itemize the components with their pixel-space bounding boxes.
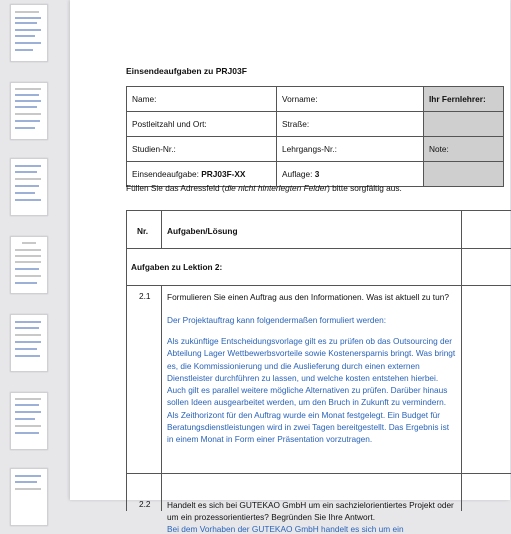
studien-nr-field[interactable]: Studien-Nr.: xyxy=(127,137,277,162)
page-thumbnail-4[interactable] xyxy=(10,236,48,294)
task-question: Formulieren Sie einen Auftrag aus den Informationen. Was ist aktuell zu tun? xyxy=(167,292,449,302)
col-header-nr: Nr. xyxy=(137,226,149,236)
tasks-table xyxy=(126,210,511,534)
document-page xyxy=(70,0,510,534)
task-number: 2.2 xyxy=(139,499,151,509)
page-thumbnail-3[interactable] xyxy=(10,158,48,216)
page-thumbnail-sidebar[interactable] xyxy=(0,0,60,500)
answer-intro[interactable]: Der Projektauftrag kann folgendermaßen formuliert werden: xyxy=(167,315,387,325)
fill-instruction: Füllen Sie das Adressfeld (die nicht hinterlegten Felder) bitte sorgfältig aus. xyxy=(126,183,402,193)
page-thumbnail-1[interactable] xyxy=(10,4,48,62)
auflage-field: Auflage: 3 xyxy=(277,162,424,187)
grey-cell xyxy=(424,112,504,137)
page-thumbnail-5[interactable] xyxy=(10,314,48,372)
address-form-table xyxy=(126,86,504,187)
page-thumbnail-2[interactable] xyxy=(10,82,48,140)
note-field: Note: xyxy=(424,137,504,162)
page-thumbnail-7[interactable] xyxy=(10,468,48,526)
task-question: Handelt es sich bei GUTEKAO GmbH um ein sachzielorientiertes Projekt oder um ein prozessorientiertes? Begründen Sie Ihre Antwort. xyxy=(167,500,454,523)
section-heading: Aufgaben zu Lektion 2: xyxy=(131,262,223,272)
task-number: 2.1 xyxy=(139,291,151,301)
name-field[interactable]: Name: xyxy=(127,87,277,112)
answer-text[interactable]: Als zukünftige Entscheidungsvorlage gilt es zu prüfen ob das Outsourcing der Abteilung Lager Wettbewerbsvorteile sowie Kostenersparnis bringt. Was bringt es, die Kommissionierung und die Auslieferung durch einen externen Dienstleister durchführen zu lassen, und welche kosten entstehen hierbei. Auch gilt es parallel weitere mögliche Alternativen zu prüfen. Darüber hinaus sollen Ideen ausgearbeitet werden, um den Bruch in Zukunft zu vermindern. Als Zeithorizont für den Auftrag wurde ein Monat festgelegt. Ein Budget für Beratungsdienstleistungen wird in zwei Tagen bereitgestellt. Das Ergebnis ist in einem Monat in Form einer Präsentation vorzutragen. xyxy=(167,336,456,445)
page-title: Einsendeaufgaben zu PRJ03F xyxy=(126,66,247,76)
lehrgangs-nr-field[interactable]: Lehrgangs-Nr.: xyxy=(277,137,424,162)
einsendeaufgabe-field: Einsendeaufgabe: PRJ03F-XX xyxy=(127,162,277,187)
answer-text-2-2[interactable]: Bei dem Vorhaben der GUTEKAO GmbH handelt es sich um ein xyxy=(167,524,404,534)
col-header-aufgaben: Aufgaben/Lösung xyxy=(167,226,238,236)
plz-ort-field[interactable]: Postleitzahl und Ort: xyxy=(127,112,277,137)
fernlehrer-field: Ihr Fernlehrer: xyxy=(424,87,504,112)
strasse-field[interactable]: Straße: xyxy=(277,112,424,137)
grey-cell xyxy=(424,162,504,187)
page-thumbnail-6[interactable] xyxy=(10,392,48,450)
vorname-field[interactable]: Vorname: xyxy=(277,87,424,112)
